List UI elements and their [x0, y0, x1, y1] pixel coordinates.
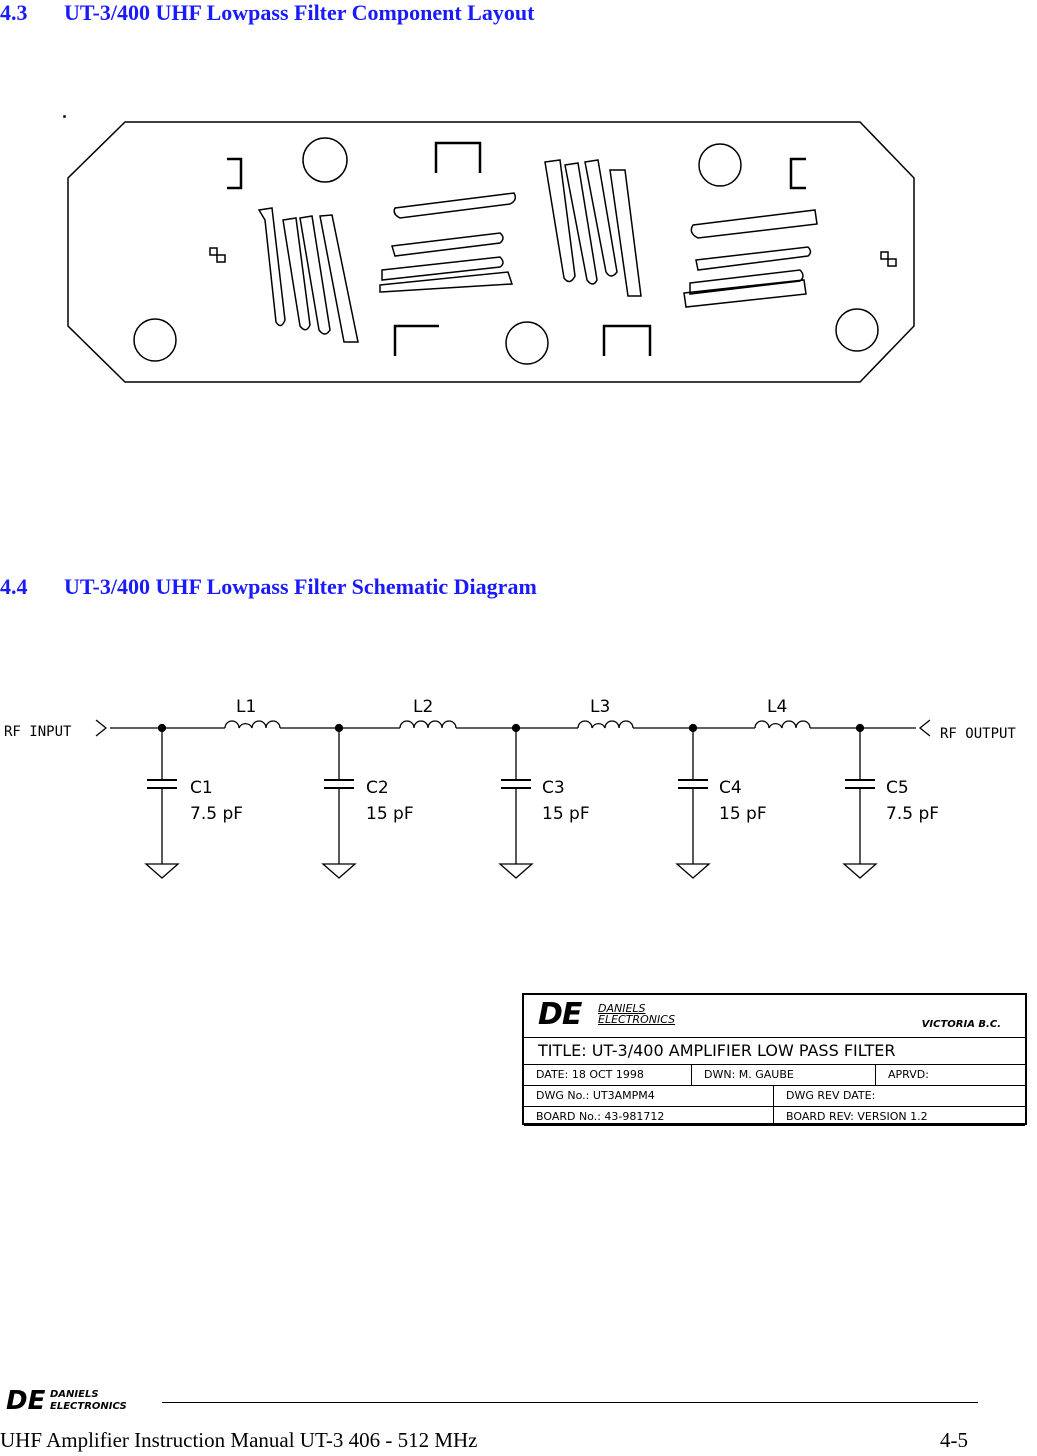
input-arrow: [96, 720, 106, 736]
drawn-by-cell: DWN: M. GAUBE: [692, 1065, 876, 1085]
ground-symbol-c2: [323, 864, 355, 878]
capacitor-pad: [604, 326, 650, 356]
inductor-coil-L1: [259, 208, 358, 342]
capacitor-value-C5: 7.5 pF: [886, 804, 940, 824]
company-logo: DE: [538, 997, 582, 1032]
section-title: UT-3/400 UHF Lowpass Filter Component Layout: [64, 0, 535, 25]
inductor-label-L2: L2: [413, 697, 434, 717]
dwg-no-cell: DWG No.: UT3AMPM4: [524, 1086, 774, 1106]
inductor-label-L3: L3: [590, 697, 611, 717]
company-location: VICTORIA B.C.: [921, 1019, 1001, 1030]
capacitor-value-C3: 15 pF: [542, 804, 590, 824]
title-block-row: [524, 1086, 1025, 1107]
section-number: 4.3: [0, 0, 28, 25]
footer-company: [50, 1389, 127, 1413]
drawing-title-block: [522, 993, 1027, 1125]
capacitor-name-C1: C1: [190, 778, 213, 798]
inductor-L2: [400, 721, 456, 728]
company-name: [598, 1003, 675, 1025]
capacitor-pad: [791, 159, 806, 188]
inductor-coil-L3: [545, 160, 641, 296]
test-pad: [217, 255, 225, 262]
component-layout-drawing: [0, 100, 1037, 400]
corner-dot: [64, 116, 65, 117]
dwg-rev-date-cell: DWG REV DATE:: [786, 1089, 876, 1102]
section-number: 4.4: [0, 574, 28, 599]
schematic-diagram: [0, 680, 1037, 890]
rf-input-label: RF INPUT: [4, 724, 72, 740]
capacitor-pad: [395, 326, 439, 356]
capacitor-pad: [227, 159, 241, 188]
inductor-L3: [578, 721, 633, 728]
inductor-coil-L4: [684, 210, 817, 307]
footer-company-line1: DANIELS: [50, 1389, 99, 1400]
output-arrow: [920, 720, 930, 736]
inductor-coil-L2: [380, 193, 515, 292]
footer-logo: DE: [6, 1386, 46, 1416]
pcb-outline: [68, 122, 914, 382]
capacitor-name-C4: C4: [719, 778, 742, 798]
mounting-hole: [134, 319, 176, 361]
footer-manual-title: UHF Amplifier Instruction Manual UT-3 406 - 512 MHz: [0, 1428, 478, 1452]
capacitor-name-C3: C3: [542, 778, 565, 798]
inductor-L4: [755, 721, 810, 728]
section-heading-4-4: [0, 574, 537, 600]
ground-symbol-c3: [500, 864, 532, 878]
title-block-row: [524, 1065, 1025, 1086]
inductor-label-L4: L4: [767, 697, 788, 717]
title-block-logo-row: [524, 995, 1025, 1038]
mounting-hole: [303, 138, 347, 182]
drawing-title: TITLE: UT-3/400 AMPLIFIER LOW PASS FILTER: [538, 1041, 896, 1060]
footer-company-line2: ELECTRONICS: [50, 1401, 127, 1412]
rf-output-label: RF OUTPUT: [940, 726, 1016, 742]
date-cell: DATE: 18 OCT 1998: [524, 1065, 692, 1085]
company-line2: ELECTRONICS: [598, 1013, 676, 1026]
footer-divider: [162, 1402, 978, 1403]
test-pad: [888, 259, 896, 266]
inductor-L1: [225, 721, 280, 728]
mounting-hole: [836, 309, 878, 351]
capacitor-name-C2: C2: [366, 778, 389, 798]
capacitor-value-C1: 7.5 pF: [190, 804, 244, 824]
mounting-hole: [699, 144, 741, 186]
title-block-row: [524, 1107, 1025, 1126]
section-heading-4-3: [0, 0, 534, 26]
capacitor-pad: [436, 143, 480, 173]
title-block-title-row: [524, 1038, 1025, 1065]
ground-symbol-c5: [844, 864, 876, 878]
capacitor-name-C5: C5: [886, 778, 909, 798]
capacitor-value-C4: 15 pF: [719, 804, 767, 824]
page-number: 4-5: [940, 1428, 968, 1452]
mounting-hole: [506, 322, 548, 364]
board-rev-cell: BOARD REV: VERSION 1.2: [786, 1110, 928, 1123]
test-pad: [210, 248, 217, 255]
ground-symbol-c4: [677, 864, 709, 878]
inductor-label-L1: L1: [236, 697, 257, 717]
ground-symbol-c1: [146, 864, 178, 878]
approved-cell: APRVD:: [888, 1068, 929, 1081]
test-pad: [881, 252, 888, 259]
company-line1: DANIELS: [598, 1002, 646, 1015]
capacitor-value-C2: 15 pF: [366, 804, 414, 824]
section-title: UT-3/400 UHF Lowpass Filter Schematic Diagram: [64, 574, 537, 599]
board-no-cell: BOARD No.: 43-981712: [524, 1107, 774, 1125]
